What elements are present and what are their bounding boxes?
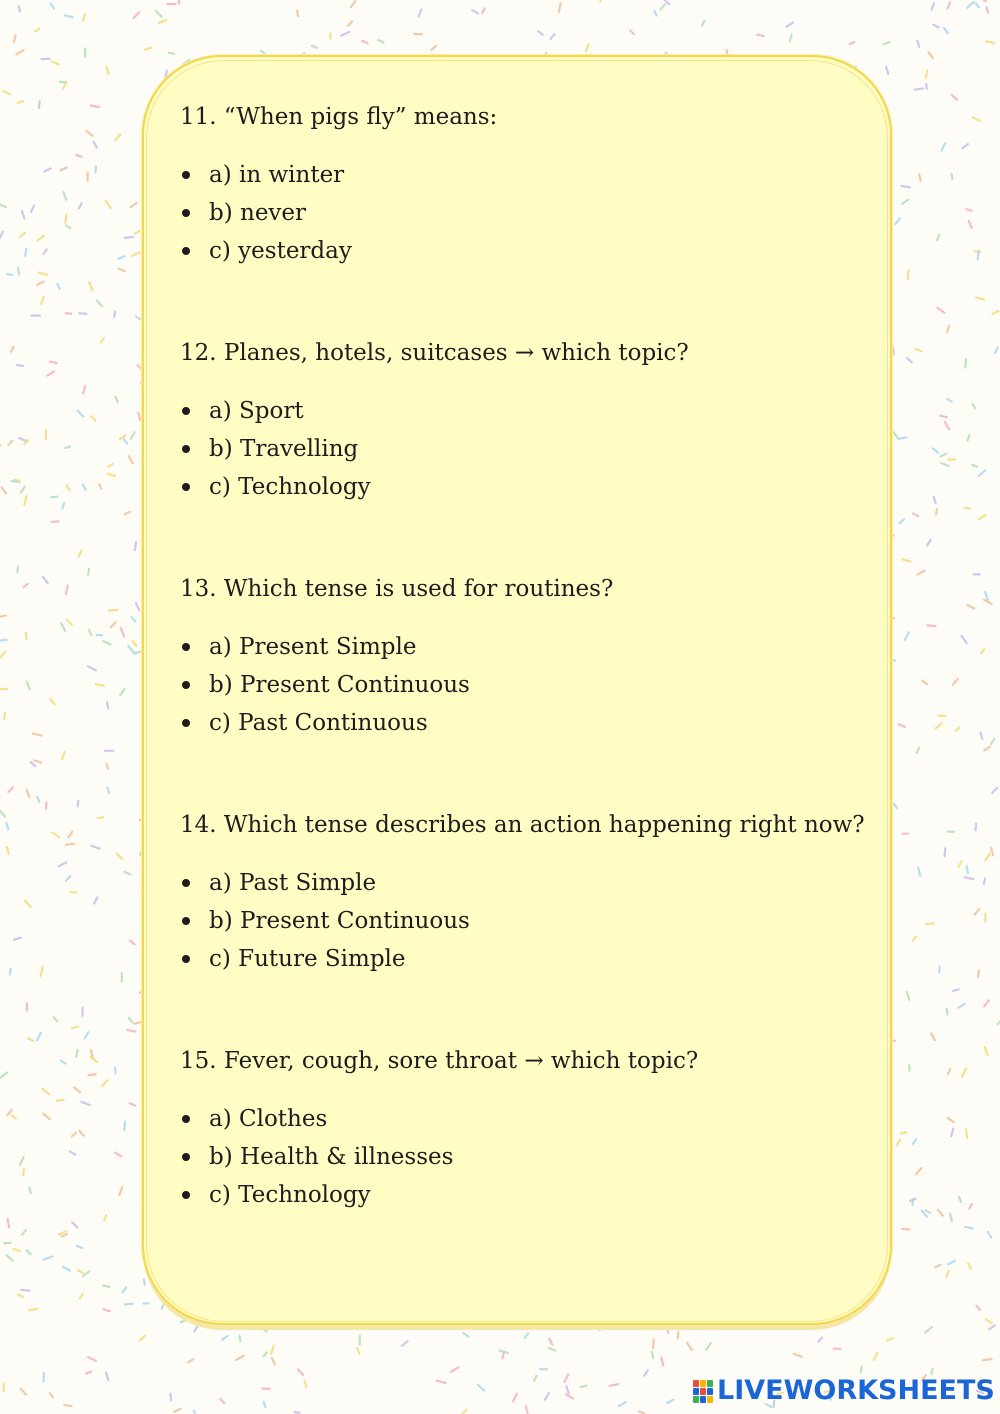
answer-option[interactable] <box>180 902 880 940</box>
answer-option[interactable] <box>180 628 880 666</box>
answer-option[interactable] <box>180 864 880 902</box>
answer-label: b) never <box>209 200 307 226</box>
answer-option[interactable] <box>180 666 880 704</box>
answer-option[interactable] <box>180 1176 880 1214</box>
question-text: 13. Which tense is used for routines? <box>180 576 614 602</box>
bullet-icon <box>182 917 190 925</box>
answer-options <box>180 1100 880 1214</box>
answer-label: b) Present Continuous <box>209 672 470 698</box>
question-text: 14. Which tense describes an action happening right now? <box>180 812 865 838</box>
question-11 <box>180 102 880 270</box>
question-text: 12. Planes, hotels, suitcases → which topic? <box>180 340 689 366</box>
answer-option[interactable] <box>180 156 880 194</box>
answer-label: b) Present Continuous <box>209 908 470 934</box>
answer-option[interactable] <box>180 194 880 232</box>
question-14 <box>180 810 880 978</box>
answer-option[interactable] <box>180 392 880 430</box>
bullet-icon <box>182 247 190 255</box>
bullet-icon <box>182 879 190 887</box>
question-text: 15. Fever, cough, sore throat → which topic? <box>180 1048 699 1074</box>
bullet-icon <box>182 209 190 217</box>
answer-label: b) Travelling <box>209 436 359 462</box>
question-12 <box>180 338 880 506</box>
answer-label: a) Sport <box>209 398 304 424</box>
answer-label: a) Clothes <box>209 1106 328 1132</box>
bullet-icon <box>182 1115 190 1123</box>
logo-blocks-icon <box>693 1378 715 1402</box>
bullet-icon <box>182 445 190 453</box>
answer-options <box>180 628 880 742</box>
logo-text: LIVEWORKSHEETS <box>717 1374 995 1406</box>
bullet-icon <box>182 483 190 491</box>
answer-option[interactable] <box>180 468 880 506</box>
answer-label: c) yesterday <box>209 238 352 264</box>
answer-option[interactable] <box>180 1100 880 1138</box>
answer-label: c) Past Continuous <box>209 710 428 736</box>
bullet-icon <box>182 643 190 651</box>
liveworksheets-logo[interactable] <box>693 1375 995 1405</box>
answer-label: c) Technology <box>209 474 371 500</box>
answer-option[interactable] <box>180 940 880 978</box>
answer-label: a) Present Simple <box>209 634 417 660</box>
bullet-icon <box>182 407 190 415</box>
question-13 <box>180 574 880 742</box>
answer-options <box>180 156 880 270</box>
question-15 <box>180 1046 880 1214</box>
answer-options <box>180 392 880 506</box>
bullet-icon <box>182 171 190 179</box>
bullet-icon <box>182 1153 190 1161</box>
answer-options <box>180 864 880 978</box>
answer-option[interactable] <box>180 1138 880 1176</box>
bullet-icon <box>182 719 190 727</box>
answer-option[interactable] <box>180 704 880 742</box>
answer-option[interactable] <box>180 232 880 270</box>
bullet-icon <box>182 1191 190 1199</box>
answer-option[interactable] <box>180 430 880 468</box>
answer-label: c) Future Simple <box>209 946 406 972</box>
question-text: 11. “When pigs fly” means: <box>180 104 498 130</box>
answer-label: a) in winter <box>209 162 345 188</box>
answer-label: a) Past Simple <box>209 870 377 896</box>
bullet-icon <box>182 955 190 963</box>
answer-label: c) Technology <box>209 1182 371 1208</box>
bullet-icon <box>182 681 190 689</box>
answer-label: b) Health & illnesses <box>209 1144 454 1170</box>
